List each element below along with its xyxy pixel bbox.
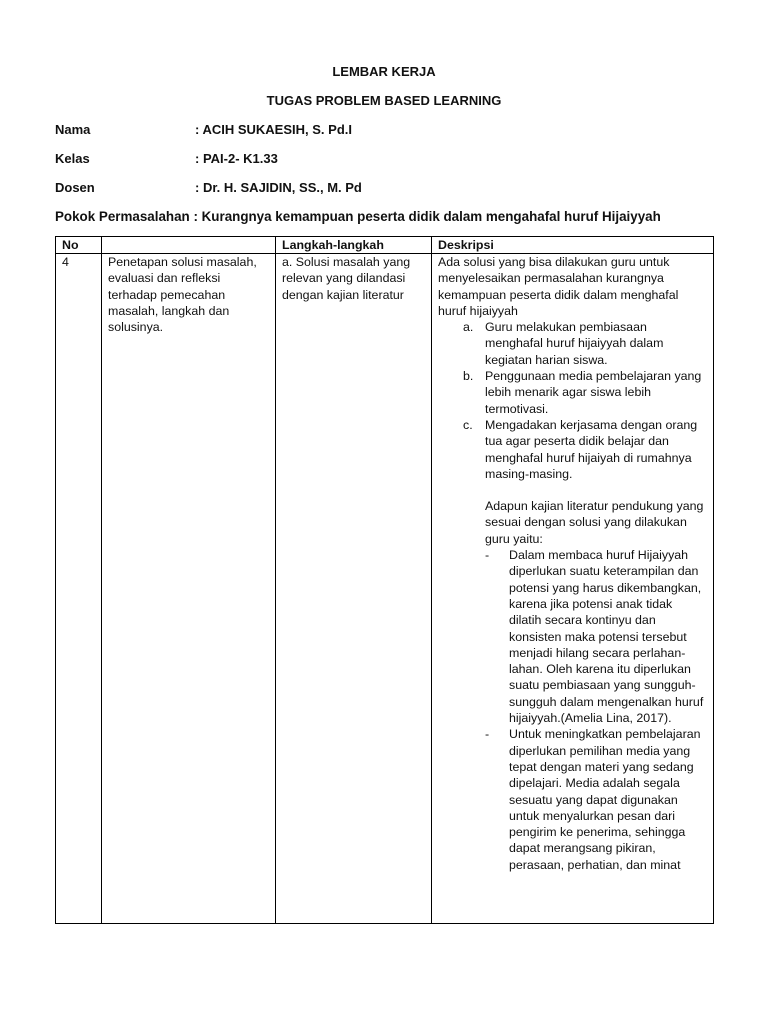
list-item (485, 726, 707, 873)
worksheet-table (55, 236, 714, 924)
list-item (485, 547, 707, 726)
field-kelas-value: : PAI-2- K1.33 (195, 151, 278, 166)
field-kelas-label: Kelas (55, 151, 90, 166)
field-pokok-permasalahan (55, 209, 661, 224)
list-marker: c. (463, 417, 473, 432)
deskripsi-intro: Ada solusi yang bisa dilakukan guru untuk menyelesaikan permasalahan kurangnya kemampuan peserta didik dalam menghafal huruf hijaiyyah (438, 255, 679, 318)
solution-list (438, 319, 707, 482)
header-deskripsi: Deskripsi (432, 237, 714, 254)
list-item (438, 417, 707, 482)
list-item (438, 319, 707, 368)
field-dosen-value: : Dr. H. SAJIDIN, SS., M. Pd (195, 180, 362, 195)
literature-list (485, 547, 707, 873)
list-marker: b. (463, 369, 474, 384)
header-blank (102, 237, 276, 254)
dash-marker: - (485, 727, 490, 742)
list-item-text: Penggunaan media pembelajaran yang lebih menarik agar siswa lebih termotivasi. (485, 369, 702, 416)
cell-solusi: Penetapan solusi masalah, evaluasi dan refleksi terhadap pemecahan masalah, langkah dan solusinya. (102, 254, 276, 924)
field-dosen-label: Dosen (55, 180, 95, 195)
table-header-row (56, 237, 714, 254)
cell-deskripsi (432, 254, 714, 924)
literature-text: Untuk meningkatkan pembelajaran diperlukan pemilihan media yang tepat dengan materi yang sedang dipelajari. Media adalah segala sesuatu yang dapat digunakan untuk menyalurkan pesan dari pengirim ke penerima, sehingga dapat merangsang pikiran, perasaan, perhatian, dan minat (509, 727, 701, 872)
literature-section (438, 498, 707, 873)
list-item (438, 368, 707, 417)
literature-intro: Adapun kajian literatur pendukung yang sesuai dengan solusi yang dilakukan guru yaitu: (485, 499, 704, 546)
field-nama-value: : ACIH SUKAESIH, S. Pd.I (195, 122, 352, 137)
list-marker: a. (463, 320, 474, 335)
cell-langkah: a. Solusi masalah yang relevan yang dilandasi dengan kajian literatur (276, 254, 432, 924)
field-nama-label: Nama (55, 122, 91, 137)
document-title: LEMBAR KERJA (332, 64, 436, 79)
dash-marker: - (485, 548, 490, 563)
field-pokok-value: : Kurangnya kemampuan peserta didik dalam mengahafal huruf Hijaiyyah (193, 209, 661, 224)
header-langkah: Langkah-langkah (276, 237, 432, 254)
list-item-text: Mengadakan kerjasama dengan orang tua agar peserta didik belajar dan menghafal huruf hijaiyah di rumahnya masing-masing. (485, 417, 698, 481)
literature-text: Dalam membaca huruf Hijaiyyah diperlukan suatu keterampilan dan potensi yang harus dikembangkan, karena jika potensi anak tidak dilatih secara kontinyu dan konsisten maka potensi tersebut menjadi hilang secara perlahan-lahan. Oleh karena itu diperlukan suatu pembiasaan yang sungguh-sungguh dalam mengenalkan huruf hijaiyyah.(Amelia Lina, 2017). (509, 548, 704, 726)
list-item-text: Guru melakukan pembiasaan menghafal huruf hijaiyyah dalam kegiatan harian siswa. (485, 320, 664, 367)
field-pokok-label: Pokok Permasalahan (55, 209, 190, 224)
document-subtitle: TUGAS PROBLEM BASED LEARNING (266, 93, 502, 108)
table-row (56, 254, 714, 924)
cell-no: 4 (56, 254, 102, 924)
header-no: No (56, 237, 102, 254)
